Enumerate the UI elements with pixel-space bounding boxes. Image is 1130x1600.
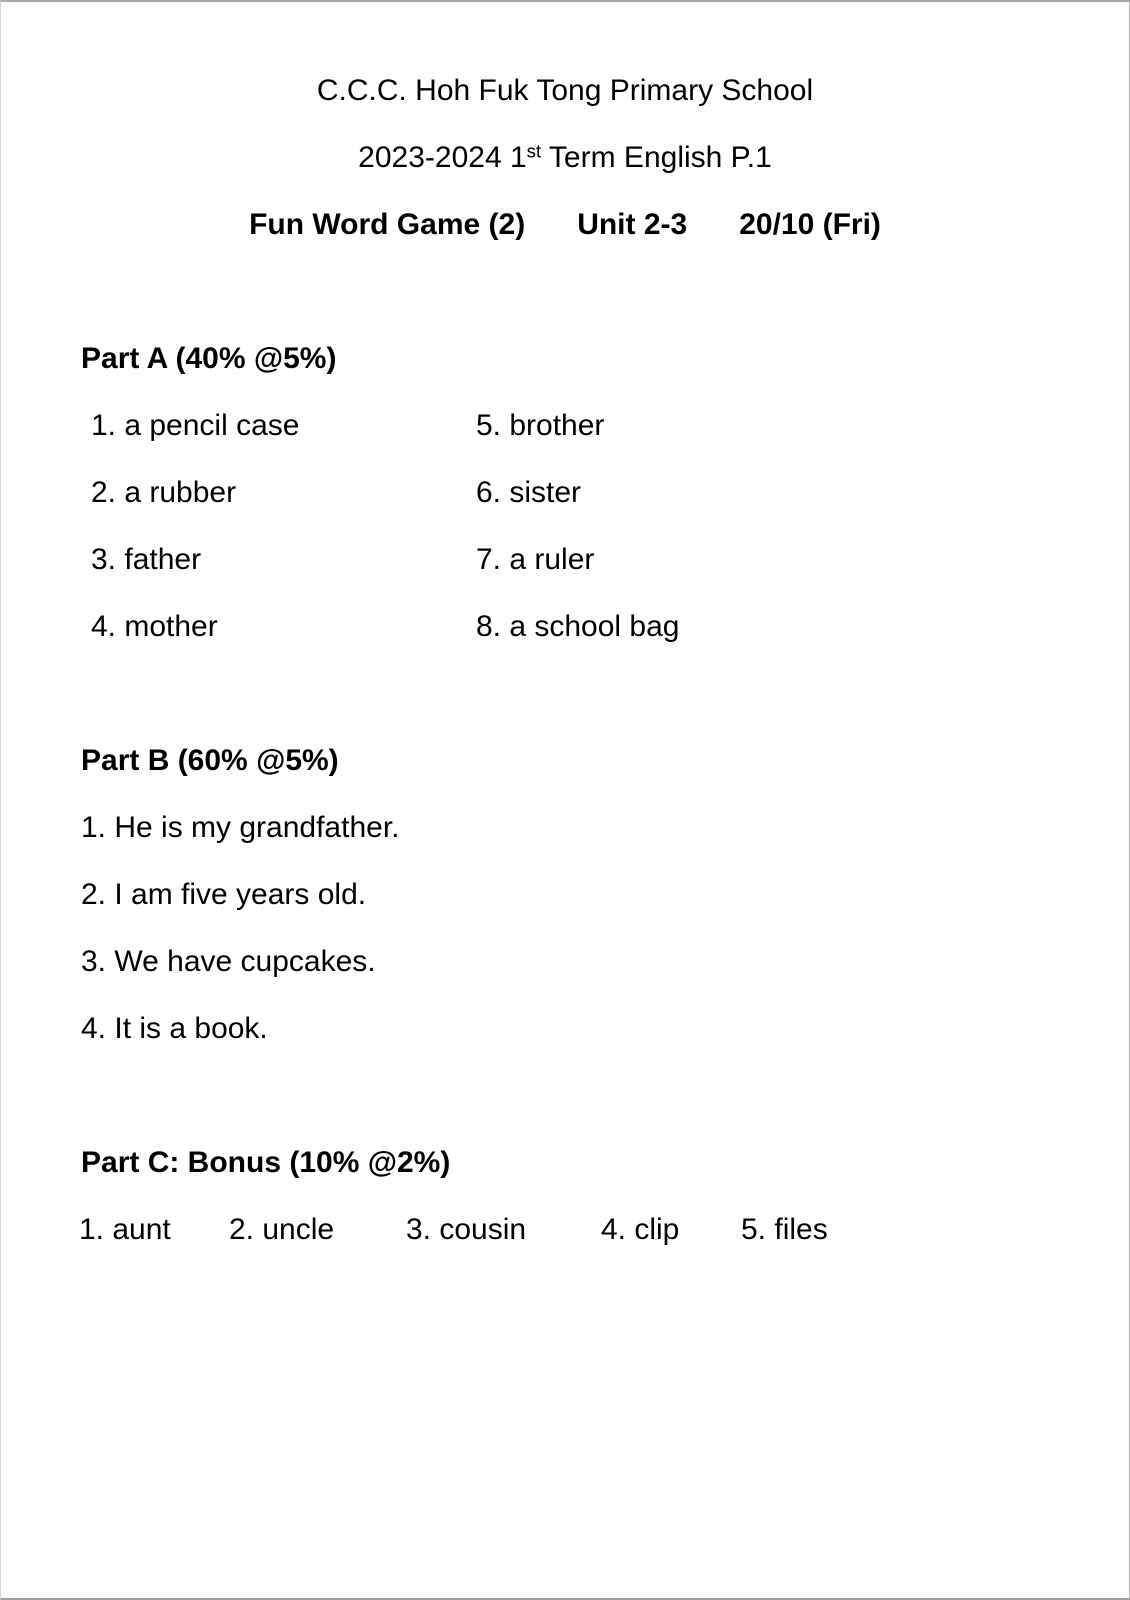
part-a-item-8: 8. a school bag	[476, 610, 680, 643]
worksheet-title-line	[1, 191, 1129, 258]
part-c-item-1: 1. aunt	[79, 1213, 171, 1246]
blank-line	[1, 660, 1129, 727]
part-a-item-4: 4. mother	[91, 610, 218, 643]
part-a-item-2: 2. a rubber	[91, 476, 237, 509]
part-c-item-4: 4. clip	[601, 1213, 680, 1246]
part-c-item-5: 5. files	[741, 1213, 828, 1246]
part-a-row	[91, 392, 1129, 459]
part-a-item-6: 6. sister	[476, 476, 582, 509]
worksheet-date: 20/10 (Fri)	[739, 208, 881, 241]
part-b-item-4: 4. It is a book.	[81, 1012, 268, 1045]
worksheet-title: Fun Word Game (2)	[249, 208, 526, 241]
part-b-item-2: 2. I am five years old.	[81, 878, 367, 911]
part-a-row	[91, 593, 1129, 660]
part-b-item-1: 1. He is my grandfather.	[81, 811, 400, 844]
part-a-row	[91, 526, 1129, 593]
part-b-heading: Part B (60% @5%)	[81, 744, 339, 777]
part-c-item-2: 2. uncle	[229, 1213, 335, 1246]
blank-line	[1, 258, 1129, 325]
part-c-row	[79, 1196, 1129, 1263]
part-a-item-5: 5. brother	[476, 409, 605, 442]
part-b-item-3: 3. We have cupcakes.	[81, 945, 376, 978]
part-a-heading: Part A (40% @5%)	[81, 342, 337, 375]
term-line	[1, 124, 1129, 191]
part-a-item-3: 3. father	[91, 543, 202, 576]
term-line-prefix: 2023-2024 1	[358, 141, 527, 174]
school-name: C.C.C. Hoh Fuk Tong Primary School	[316, 74, 814, 107]
term-line-suffix: Term English P.1	[541, 141, 772, 174]
worksheet-unit: Unit 2-3	[577, 208, 688, 241]
part-a-row	[91, 459, 1129, 526]
part-c-item-3: 3. cousin	[406, 1213, 527, 1246]
part-a-item-1: 1. a pencil case	[91, 409, 300, 442]
term-line-superscript: st	[526, 140, 542, 162]
part-c-heading: Part C: Bonus (10% @2%)	[81, 1146, 451, 1179]
blank-line	[1, 1062, 1129, 1129]
part-a-item-7: 7. a ruler	[476, 543, 595, 576]
